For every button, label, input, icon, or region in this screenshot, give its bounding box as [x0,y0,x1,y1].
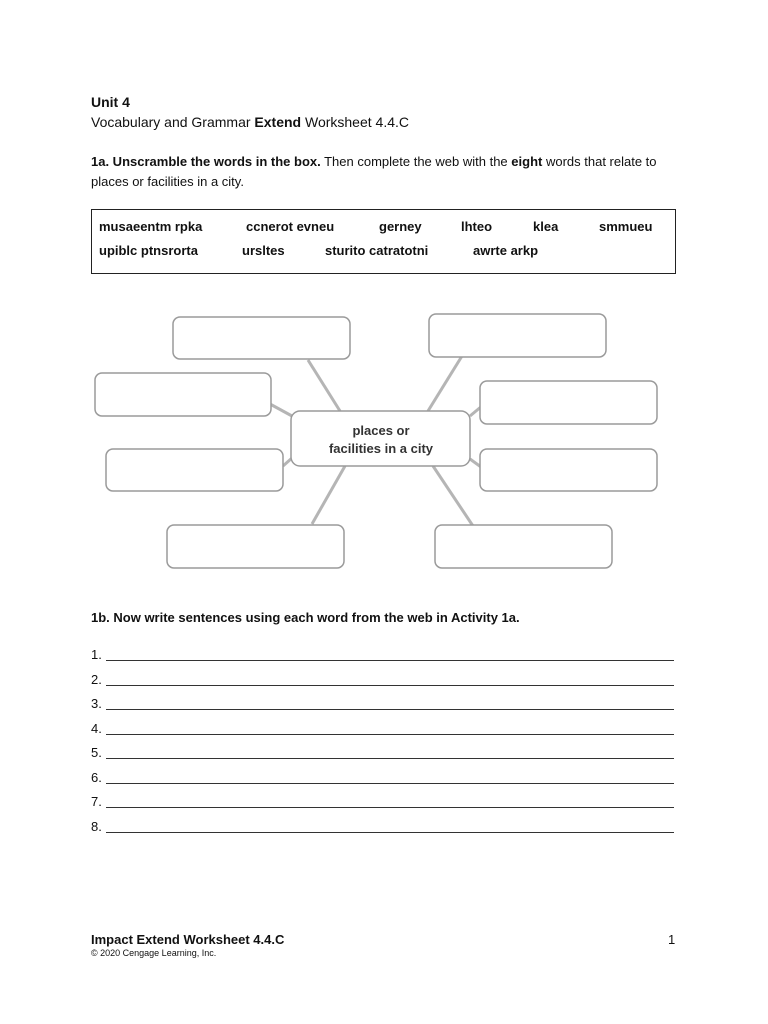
web-center-label: places or facilities in a city [328,423,434,456]
scrambled-word: awrte arkp [473,243,539,258]
activity-1b-instruction: 1b. Now write sentences using each word from the web in Activity 1a. [91,610,520,625]
web-answer-box [173,317,350,359]
unit-heading: Unit 4 [91,94,130,110]
footer-copyright: © 2020 Cengage Learning, Inc. [91,948,217,958]
scrambled-word: ccnerot evneu [246,219,335,234]
sentence-line[interactable]: 8. [91,818,674,834]
sentence-line[interactable]: 6. [91,769,674,785]
sentence-line[interactable]: 5. [91,744,674,760]
web-answer-box [435,525,612,568]
web-answer-box [95,373,271,416]
scrambled-word: upiblc ptnsrorta [99,243,198,258]
scrambled-word: smmueu [599,219,653,234]
web-connector [428,356,462,411]
sentence-line[interactable]: 7. [91,793,674,809]
scrambled-word: lhteo [461,219,493,234]
scrambled-word: klea [533,219,559,234]
sentence-line[interactable]: 4. [91,720,674,736]
activity-1a-instruction: 1a. Unscramble the words in the box. Then complete the web with the eight words that relate to places or facilities in a city. [91,154,657,189]
web-connector [312,466,345,524]
web-answer-box [106,449,283,491]
sentence-line[interactable]: 2. [91,671,674,687]
web-answer-box [167,525,344,568]
page-number: 1 [668,932,676,947]
web-answer-box [429,314,606,357]
web-answer-box [480,449,657,491]
scrambled-word: ursltes [242,243,285,258]
scrambled-word: gerney [379,219,422,234]
scrambled-word: sturito catratotni [325,243,429,258]
web-connector [308,360,340,411]
web-connector [270,404,292,416]
sentence-line[interactable]: 3. [91,695,674,711]
web-answer-box [480,381,657,424]
sentence-line[interactable]: 1. [91,646,674,662]
web-connector [433,466,473,526]
scrambled-word-box [91,209,676,274]
scrambled-word: musaeentm rpka [99,219,203,234]
footer-title: Impact Extend Worksheet 4.4.C [91,932,285,947]
worksheet-subtitle: Vocabulary and Grammar Extend Worksheet 4.4.C [91,114,409,130]
